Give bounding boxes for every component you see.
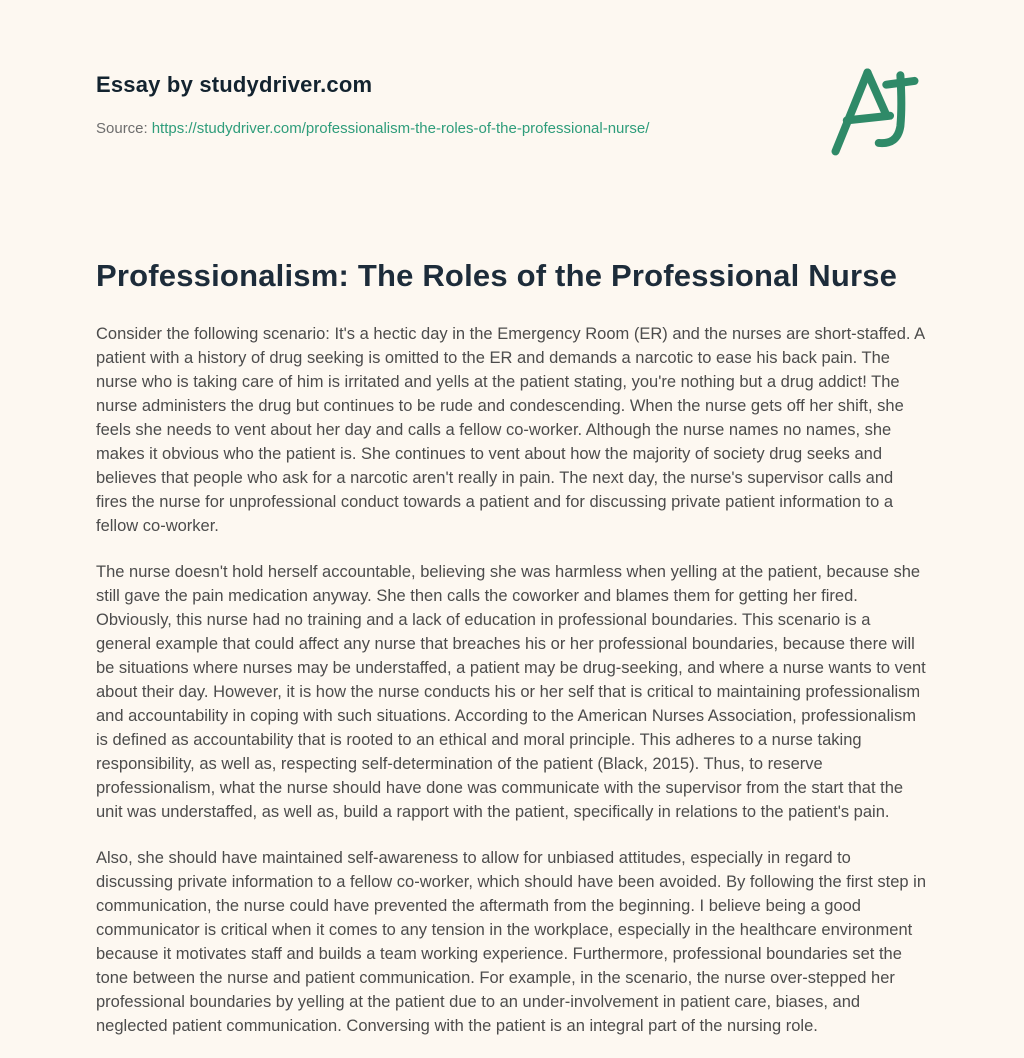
essay-body [96, 322, 928, 1038]
header-text-block [96, 72, 649, 137]
source-line [96, 120, 649, 137]
essay-paragraph-3: Also, she should have maintained self-awareness to allow for unbiased attitudes, especially in regard to discussing private information to a fellow co-worker, which should have been avoided. By following the first step in communication, the nurse could have prevented the aftermath from the beginning. I believe being a good communicator is critical when it comes to any tension in the workplace, especially in the healthcare environment because it motivates staff and builds a team working experience. Furthermore, professional boundaries set the tone between the nurse and patient communication. For example, in the scenario, the nurse over-stepped her professional boundaries by yelling at the patient due to an under-involvement in patient care, biases, and neglected patient communication. Conversing with the patient is an integral part of the nursing role. [96, 849, 927, 1035]
byline: Essay by studydriver.com [96, 72, 373, 97]
page-header [96, 72, 928, 158]
essay-paragraph-1: Consider the following scenario: It's a hectic day in the Emergency Room (ER) and the nurses are short-staffed. A patient with a history of drug seeking is omitted to the ER and demands a narcotic to ease his back pain. The nurse who is taking care of him is irritated and yells at the patient stating, you're nothing but a drug addict! The nurse administers the drug but continues to be rude and condescending. When the nurse gets off her shift, she feels she needs to vent about her day and calls a fellow co-worker. Although the nurse names no names, she makes it obvious who the patient is. She continues to vent about how the majority of society drug seeks and believes that people who ask for a narcotic aren't really in pain. The next day, the nurse's supervisor calls and fires the nurse for unprofessional conduct towards a patient and for discussing private patient information to a fellow co-worker. [96, 325, 925, 535]
source-link[interactable]: https://studydriver.com/professionalism-the-roles-of-the-professional-nurse/ [151, 120, 650, 137]
essay-title: Professionalism: The Roles of the Professional Nurse [96, 258, 898, 293]
content-container [96, 0, 928, 1038]
essay-paragraph-2: The nurse doesn't hold herself accountable, believing she was harmless when yelling at the patient, because she still gave the pain medication anyway. She then calls the coworker and blames them for getting her fired. Obviously, this nurse had no training and a lack of education in professional boundaries. This scenario is a general example that could affect any nurse that breaches his or her professional boundaries, because there will be situations where nurses may be understaffed, a patient may be drug-seeking, and where a nurse wants to vent about their day. However, it is how the nurse conducts his or her self that is critical to maintaining professionalism and accountability in coping with such situations. According to the American Nurses Association, professionalism is defined as accountability that is rooted to an ethical and moral principle. This adheres to a nurse taking responsibility, as well as, respecting self-determination of the patient (Black, 2015). Thus, to reserve professionalism, what the nurse should have done was communicate with the supervisor from the start that the unit was understaffed, as well as, build a rapport with the patient, specifically in relations to the patient's pain. [96, 563, 926, 821]
studydriver-logo-icon [828, 64, 922, 158]
source-label: Source: [96, 120, 148, 137]
